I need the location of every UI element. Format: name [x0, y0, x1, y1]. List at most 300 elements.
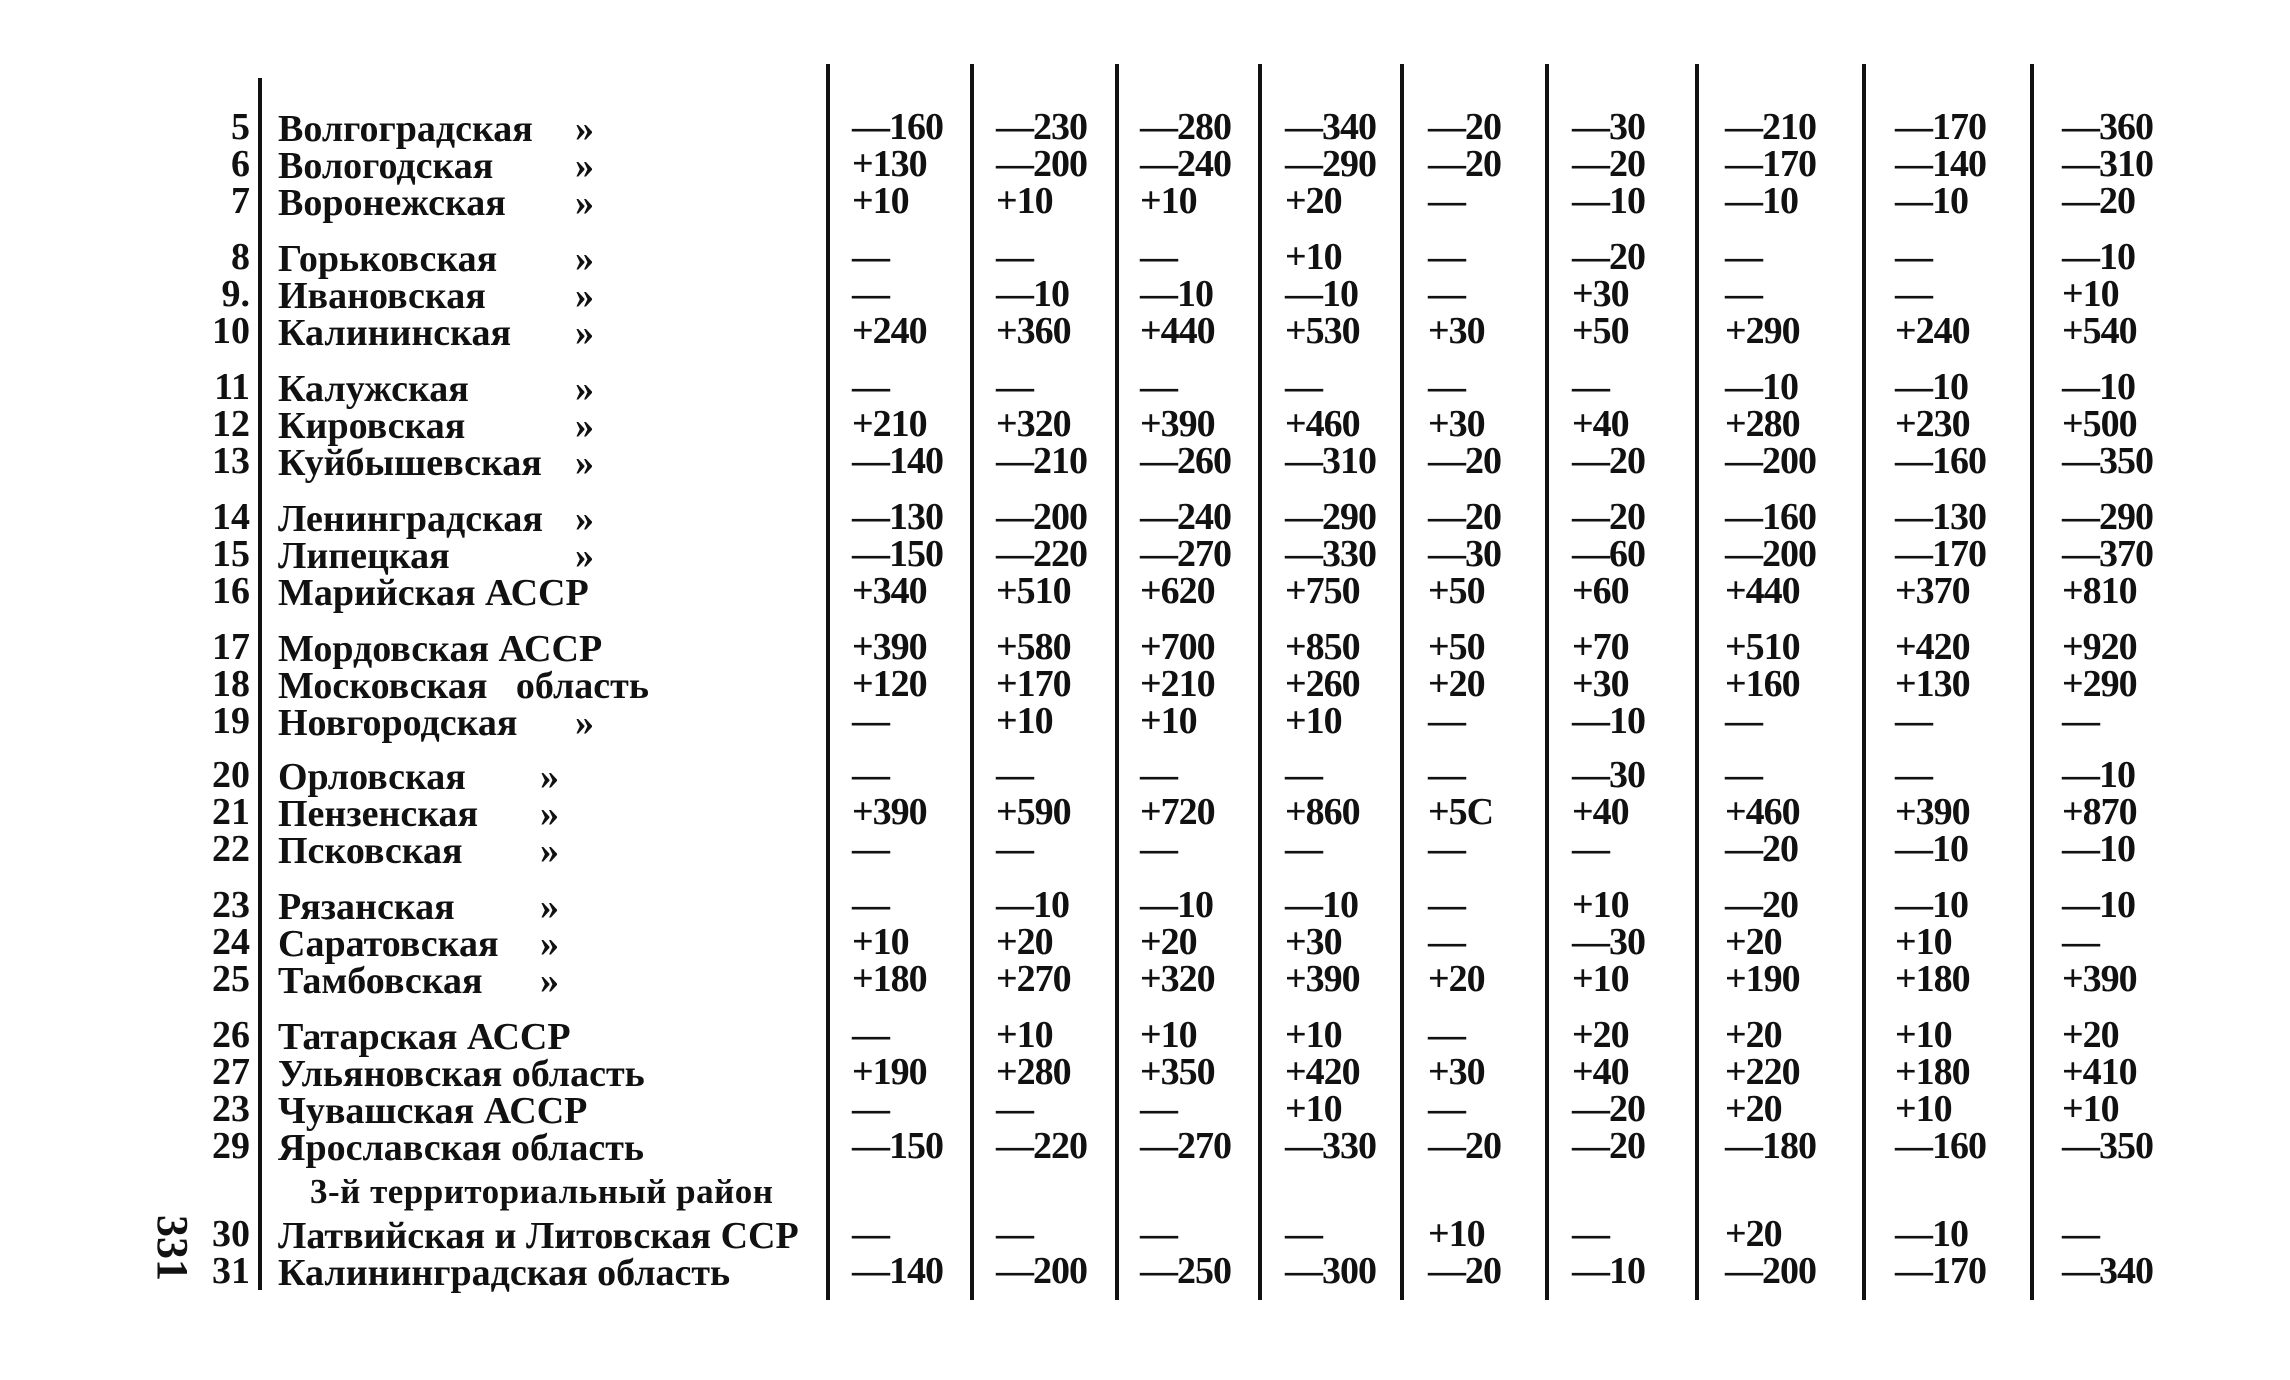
ditto-mark: »	[575, 405, 594, 447]
table-cell: —	[1428, 1088, 1465, 1130]
table-cell: —	[1140, 366, 1177, 408]
table-cell: —	[1428, 921, 1465, 963]
table-cell: —20	[1428, 496, 1501, 538]
table-cell: +750	[1285, 570, 1360, 612]
table-cell: —	[996, 1088, 1033, 1130]
table-cell: +390	[2062, 958, 2137, 1000]
region-name: Калининская	[278, 312, 512, 354]
table-cell: —360	[2062, 106, 2153, 148]
table-cell: +390	[1285, 958, 1360, 1000]
region-name: Горьковская	[278, 238, 498, 280]
column-rule	[1862, 64, 1866, 1300]
table-cell: +20	[1725, 1014, 1782, 1056]
table-cell: —20	[1725, 884, 1798, 926]
table-cell: —200	[1725, 533, 1816, 575]
table-cell: +180	[1895, 1051, 1970, 1093]
table-cell: +350	[1140, 1051, 1215, 1093]
table-cell: —270	[1140, 1125, 1231, 1167]
table-cell: —	[852, 1014, 889, 1056]
table-cell: +360	[996, 310, 1071, 352]
region-name: Ульяновская область	[278, 1053, 645, 1095]
table-cell: —20	[1572, 1125, 1645, 1167]
row-number: 26	[212, 1014, 250, 1056]
ditto-mark: »	[575, 182, 594, 224]
table-cell: —180	[1725, 1125, 1816, 1167]
table-cell: —340	[2062, 1250, 2153, 1292]
table-cell: —20	[1428, 1125, 1501, 1167]
table-cell: +10	[1895, 921, 1952, 963]
table-cell: —	[852, 828, 889, 870]
table-cell: —350	[2062, 1125, 2153, 1167]
row-number: 15	[212, 533, 250, 575]
table-cell: +40	[1572, 1051, 1629, 1093]
ditto-mark: »	[575, 702, 594, 744]
table-cell: —200	[996, 143, 1087, 185]
table-cell: +60	[1572, 570, 1629, 612]
region-name: Калужская	[278, 368, 469, 410]
table-cell: +20	[1140, 921, 1197, 963]
table-cell: +260	[1285, 663, 1360, 705]
ditto-mark: »	[540, 886, 559, 928]
table-cell: —280	[1140, 106, 1231, 148]
row-number: 13	[212, 440, 250, 482]
table-cell: +20	[996, 921, 1053, 963]
table-cell: —170	[1895, 106, 1986, 148]
ditto-mark: »	[540, 793, 559, 835]
table-cell: —20	[1428, 1250, 1501, 1292]
table-cell: —10	[2062, 366, 2135, 408]
table-cell: +30	[1572, 273, 1629, 315]
row-number: 14	[212, 496, 250, 538]
region-name: Ярославская область	[278, 1127, 644, 1169]
column-rule	[826, 64, 830, 1300]
table-cell: —	[852, 700, 889, 742]
table-cell: +510	[1725, 626, 1800, 668]
table-cell: —210	[1725, 106, 1816, 148]
row-number: 16	[212, 570, 250, 612]
table-cell: —10	[2062, 884, 2135, 926]
table-cell: —	[1285, 754, 1322, 796]
table-cell: +370	[1895, 570, 1970, 612]
region-name: Куйбышевская	[278, 442, 542, 484]
row-number: 17	[212, 626, 250, 668]
table-cell: —10	[1572, 180, 1645, 222]
table-cell: —300	[1285, 1250, 1376, 1292]
table-cell: —10	[2062, 236, 2135, 278]
table-cell: +160	[1725, 663, 1800, 705]
table-cell: —20	[1428, 143, 1501, 185]
row-number: 9.	[221, 273, 250, 315]
region-name: Московская область	[278, 665, 649, 707]
table-cell: —30	[1572, 754, 1645, 796]
table-cell: +10	[1285, 700, 1342, 742]
table-cell: +180	[1895, 958, 1970, 1000]
row-number: 20	[212, 754, 250, 796]
table-cell: —310	[1285, 440, 1376, 482]
table-cell: —	[1140, 1213, 1177, 1255]
row-number: 12	[212, 403, 250, 445]
column-rule	[1695, 64, 1699, 1300]
ditto-mark: »	[540, 756, 559, 798]
ditto-mark: »	[575, 145, 594, 187]
table-cell: —170	[1895, 533, 1986, 575]
table-cell: +10	[2062, 1088, 2119, 1130]
table-cell: —	[1285, 1213, 1322, 1255]
table-cell: —	[996, 1213, 1033, 1255]
table-cell: +30	[1572, 663, 1629, 705]
region-name: Новгородская	[278, 702, 518, 744]
table-cell: +460	[1285, 403, 1360, 445]
table-cell: —30	[1572, 921, 1645, 963]
row-number: 11	[214, 366, 250, 408]
table-cell: +50	[1428, 626, 1485, 668]
table-cell: —	[1428, 180, 1465, 222]
column-rule	[1545, 64, 1549, 1300]
table-cell: +10	[852, 180, 909, 222]
table-cell: —10	[1725, 366, 1798, 408]
table-cell: +40	[1572, 791, 1629, 833]
table-cell: +10	[1285, 1088, 1342, 1130]
table-cell: +540	[2062, 310, 2137, 352]
table-cell: —	[1140, 236, 1177, 278]
table-cell: —20	[2062, 180, 2135, 222]
row-number: 21	[212, 791, 250, 833]
column-rule	[2030, 64, 2034, 1300]
table-cell: —	[1285, 828, 1322, 870]
table-cell: +70	[1572, 626, 1629, 668]
table-cell: —10	[1285, 273, 1358, 315]
table-cell: —	[1428, 700, 1465, 742]
table-cell: +240	[852, 310, 927, 352]
table-cell: +10	[852, 921, 909, 963]
table-cell: —	[1725, 236, 1762, 278]
table-cell: +870	[2062, 791, 2137, 833]
table-cell: +230	[1895, 403, 1970, 445]
table-cell: —10	[1285, 884, 1358, 926]
table-cell: +860	[1285, 791, 1360, 833]
table-cell: +10	[1140, 1014, 1197, 1056]
table-cell: +590	[996, 791, 1071, 833]
table-cell: —	[852, 273, 889, 315]
table-cell: —160	[1895, 440, 1986, 482]
table-cell: —	[852, 1088, 889, 1130]
row-number: 31	[212, 1250, 250, 1292]
row-number: 19	[212, 700, 250, 742]
table-cell: —	[1428, 236, 1465, 278]
table-cell: —	[1572, 828, 1609, 870]
region-name: Тамбовская	[278, 960, 483, 1002]
table-cell: —	[1895, 700, 1932, 742]
row-number: 7	[231, 180, 250, 222]
table-cell: —	[852, 754, 889, 796]
table-cell: —140	[1895, 143, 1986, 185]
page-number: 331	[148, 1215, 197, 1281]
table-cell: +10	[1285, 1014, 1342, 1056]
table-cell: —260	[1140, 440, 1231, 482]
table-cell: —	[996, 754, 1033, 796]
table-cell: +290	[1725, 310, 1800, 352]
column-rule	[258, 78, 262, 1290]
table-cell: —170	[1725, 143, 1816, 185]
table-cell: —10	[1895, 366, 1968, 408]
table-cell: —160	[852, 106, 943, 148]
row-number: 23	[212, 1088, 250, 1130]
table-cell: +210	[852, 403, 927, 445]
table-cell: +390	[1140, 403, 1215, 445]
table-cell: —	[996, 828, 1033, 870]
region-name: Мордовская АССР	[278, 628, 603, 670]
table-cell: —330	[1285, 1125, 1376, 1167]
ditto-mark: »	[575, 442, 594, 484]
table-cell: —	[1140, 828, 1177, 870]
ditto-mark: »	[575, 312, 594, 354]
table-cell: —10	[1895, 180, 1968, 222]
region-name: Саратовская	[278, 923, 499, 965]
table-cell: +20	[1428, 958, 1485, 1000]
table-cell: +280	[996, 1051, 1071, 1093]
ditto-mark: »	[540, 923, 559, 965]
table-cell: —20	[1572, 440, 1645, 482]
table-cell: —	[2062, 1213, 2099, 1255]
table-cell: —160	[1895, 1125, 1986, 1167]
region-name: Марийская АССР	[278, 572, 589, 614]
table-cell: —10	[1140, 273, 1213, 315]
table-cell: —240	[1140, 143, 1231, 185]
table-cell: —150	[852, 533, 943, 575]
table-cell: +320	[996, 403, 1071, 445]
table-cell: +220	[1725, 1051, 1800, 1093]
table-cell: +510	[996, 570, 1071, 612]
table-cell: —	[1428, 884, 1465, 926]
table-cell: +20	[1725, 921, 1782, 963]
table-cell: —290	[2062, 496, 2153, 538]
row-number: 27	[212, 1051, 250, 1093]
table-cell: +10	[1428, 1213, 1485, 1255]
table-cell: +720	[1140, 791, 1215, 833]
table-cell: +440	[1725, 570, 1800, 612]
row-number: 8	[231, 236, 250, 278]
table-cell: +410	[2062, 1051, 2137, 1093]
table-cell: —340	[1285, 106, 1376, 148]
region-name: Псковская	[278, 830, 463, 872]
table-cell: —200	[996, 496, 1087, 538]
table-cell: —20	[1572, 143, 1645, 185]
table-cell: —	[852, 884, 889, 926]
region-name: Кировская	[278, 405, 466, 447]
table-cell: —130	[852, 496, 943, 538]
table-cell: +20	[1725, 1213, 1782, 1255]
table-cell: —160	[1725, 496, 1816, 538]
table-cell: —	[1725, 700, 1762, 742]
table-cell: +340	[852, 570, 927, 612]
table-cell: +20	[1285, 180, 1342, 222]
table-cell: +180	[852, 958, 927, 1000]
table-cell: —140	[852, 1250, 943, 1292]
ditto-mark: »	[575, 238, 594, 280]
table-cell: —10	[1895, 828, 1968, 870]
table-cell: +240	[1895, 310, 1970, 352]
region-name: Вологодская	[278, 145, 494, 187]
table-cell: —	[2062, 700, 2099, 742]
table-cell: —10	[996, 273, 1069, 315]
table-cell: —290	[1285, 496, 1376, 538]
table-cell: —30	[1572, 106, 1645, 148]
table-cell: +440	[1140, 310, 1215, 352]
table-cell: —	[1428, 1014, 1465, 1056]
ditto-mark: »	[575, 108, 594, 150]
table-cell: —	[1140, 754, 1177, 796]
ditto-mark: »	[540, 830, 559, 872]
table-cell: —	[1572, 366, 1609, 408]
table-cell: +700	[1140, 626, 1215, 668]
region-name: Чувашская АССР	[278, 1090, 588, 1132]
table-cell: —240	[1140, 496, 1231, 538]
table-cell: +10	[996, 180, 1053, 222]
row-number: 5	[231, 106, 250, 148]
table-cell: +280	[1725, 403, 1800, 445]
column-rule	[1258, 64, 1262, 1300]
region-name: Липецкая	[278, 535, 450, 577]
row-number: 18	[212, 663, 250, 705]
table-cell: —	[996, 366, 1033, 408]
table-cell: —140	[852, 440, 943, 482]
table-cell: —	[1428, 273, 1465, 315]
ditto-mark: »	[575, 498, 594, 540]
table-cell: —170	[1895, 1250, 1986, 1292]
table-cell: —250	[1140, 1250, 1231, 1292]
table-cell: +30	[1285, 921, 1342, 963]
table-cell: +10	[2062, 273, 2119, 315]
table-cell: —290	[1285, 143, 1376, 185]
row-number: 23	[212, 884, 250, 926]
table-cell: —150	[852, 1125, 943, 1167]
region-name: Ивановская	[278, 275, 486, 317]
table-cell: —370	[2062, 533, 2153, 575]
table-cell: —20	[1725, 828, 1798, 870]
table-cell: —10	[1895, 1213, 1968, 1255]
table-cell: +580	[996, 626, 1071, 668]
table-cell: +920	[2062, 626, 2137, 668]
table-cell: —10	[1895, 884, 1968, 926]
table-cell: +190	[1725, 958, 1800, 1000]
table-cell: —130	[1895, 496, 1986, 538]
row-number: 25	[212, 958, 250, 1000]
table-cell: +20	[1572, 1014, 1629, 1056]
table-cell: +170	[996, 663, 1071, 705]
table-cell: —	[2062, 921, 2099, 963]
ditto-mark: »	[575, 535, 594, 577]
row-number: 10	[212, 310, 250, 352]
table-cell: —270	[1140, 533, 1231, 575]
table-cell: +210	[1140, 663, 1215, 705]
region-name: Татарская АССР	[278, 1016, 571, 1058]
ditto-mark: »	[540, 960, 559, 1002]
table-cell: —20	[1572, 1088, 1645, 1130]
table-cell: +10	[1285, 236, 1342, 278]
table-cell: —10	[2062, 828, 2135, 870]
table-cell: +20	[1428, 663, 1485, 705]
table-cell: —	[996, 236, 1033, 278]
table-cell: —	[1725, 754, 1762, 796]
region-name: Пензенская	[278, 793, 479, 835]
table-cell: —200	[1725, 440, 1816, 482]
ditto-mark: »	[575, 368, 594, 410]
table-cell: —20	[1572, 496, 1645, 538]
region-name: Ленинградская	[278, 498, 543, 540]
table-cell: +130	[1895, 663, 1970, 705]
table-cell: —220	[996, 533, 1087, 575]
table-cell: —	[1140, 1088, 1177, 1130]
table-cell: —	[852, 236, 889, 278]
table-cell: +10	[1572, 958, 1629, 1000]
table-cell: +40	[1572, 403, 1629, 445]
table-cell: +810	[2062, 570, 2137, 612]
table-cell: —	[1895, 236, 1932, 278]
region-name: Орловская	[278, 756, 466, 798]
table-cell: —20	[1572, 236, 1645, 278]
table-cell: +10	[996, 700, 1053, 742]
region-name: Латвийская и Литовская ССР	[278, 1215, 799, 1257]
table-cell: —10	[1572, 700, 1645, 742]
table-cell: —20	[1428, 440, 1501, 482]
table-cell: +850	[1285, 626, 1360, 668]
table-cell: +120	[852, 663, 927, 705]
table-cell: —10	[1140, 884, 1213, 926]
ditto-mark: »	[575, 275, 594, 317]
table-cell: +5C	[1428, 791, 1494, 833]
column-rule	[970, 64, 974, 1300]
table-cell: +390	[852, 791, 927, 833]
table-cell: —10	[1725, 180, 1798, 222]
table-cell: —	[1895, 273, 1932, 315]
table-cell: +390	[1895, 791, 1970, 833]
region-name: Калининградская область	[278, 1252, 731, 1294]
table-cell: —	[1428, 366, 1465, 408]
table-cell: +10	[1895, 1014, 1952, 1056]
table-cell: —230	[996, 106, 1087, 148]
table-cell: —	[1428, 754, 1465, 796]
table-cell: +530	[1285, 310, 1360, 352]
table-cell: +20	[1725, 1088, 1782, 1130]
table-cell: +290	[2062, 663, 2137, 705]
table-cell: +30	[1428, 1051, 1485, 1093]
table-cell: +10	[996, 1014, 1053, 1056]
region-name: Рязанская	[278, 886, 455, 928]
table-cell: +420	[1285, 1051, 1360, 1093]
table-cell: +130	[852, 143, 927, 185]
row-number: 29	[212, 1125, 250, 1167]
row-number: 6	[231, 143, 250, 185]
table-cell: —60	[1572, 533, 1645, 575]
table-cell: +420	[1895, 626, 1970, 668]
table-cell: —	[1428, 828, 1465, 870]
table-cell: —220	[996, 1125, 1087, 1167]
table-cell: +30	[1428, 403, 1485, 445]
table-cell: —200	[1725, 1250, 1816, 1292]
section-title: 3-й территориальный район	[310, 1172, 774, 1211]
table-cell: —	[1725, 273, 1762, 315]
table-cell: —10	[2062, 754, 2135, 796]
table-cell: +10	[1140, 180, 1197, 222]
table-cell: —30	[1428, 533, 1501, 575]
region-name: Волгоградская	[278, 108, 533, 150]
table-cell: +390	[852, 626, 927, 668]
column-rule	[1400, 64, 1404, 1300]
column-rule	[1115, 64, 1119, 1300]
table-cell: +20	[2062, 1014, 2119, 1056]
table-cell: +50	[1572, 310, 1629, 352]
table-cell: —10	[1572, 1250, 1645, 1292]
